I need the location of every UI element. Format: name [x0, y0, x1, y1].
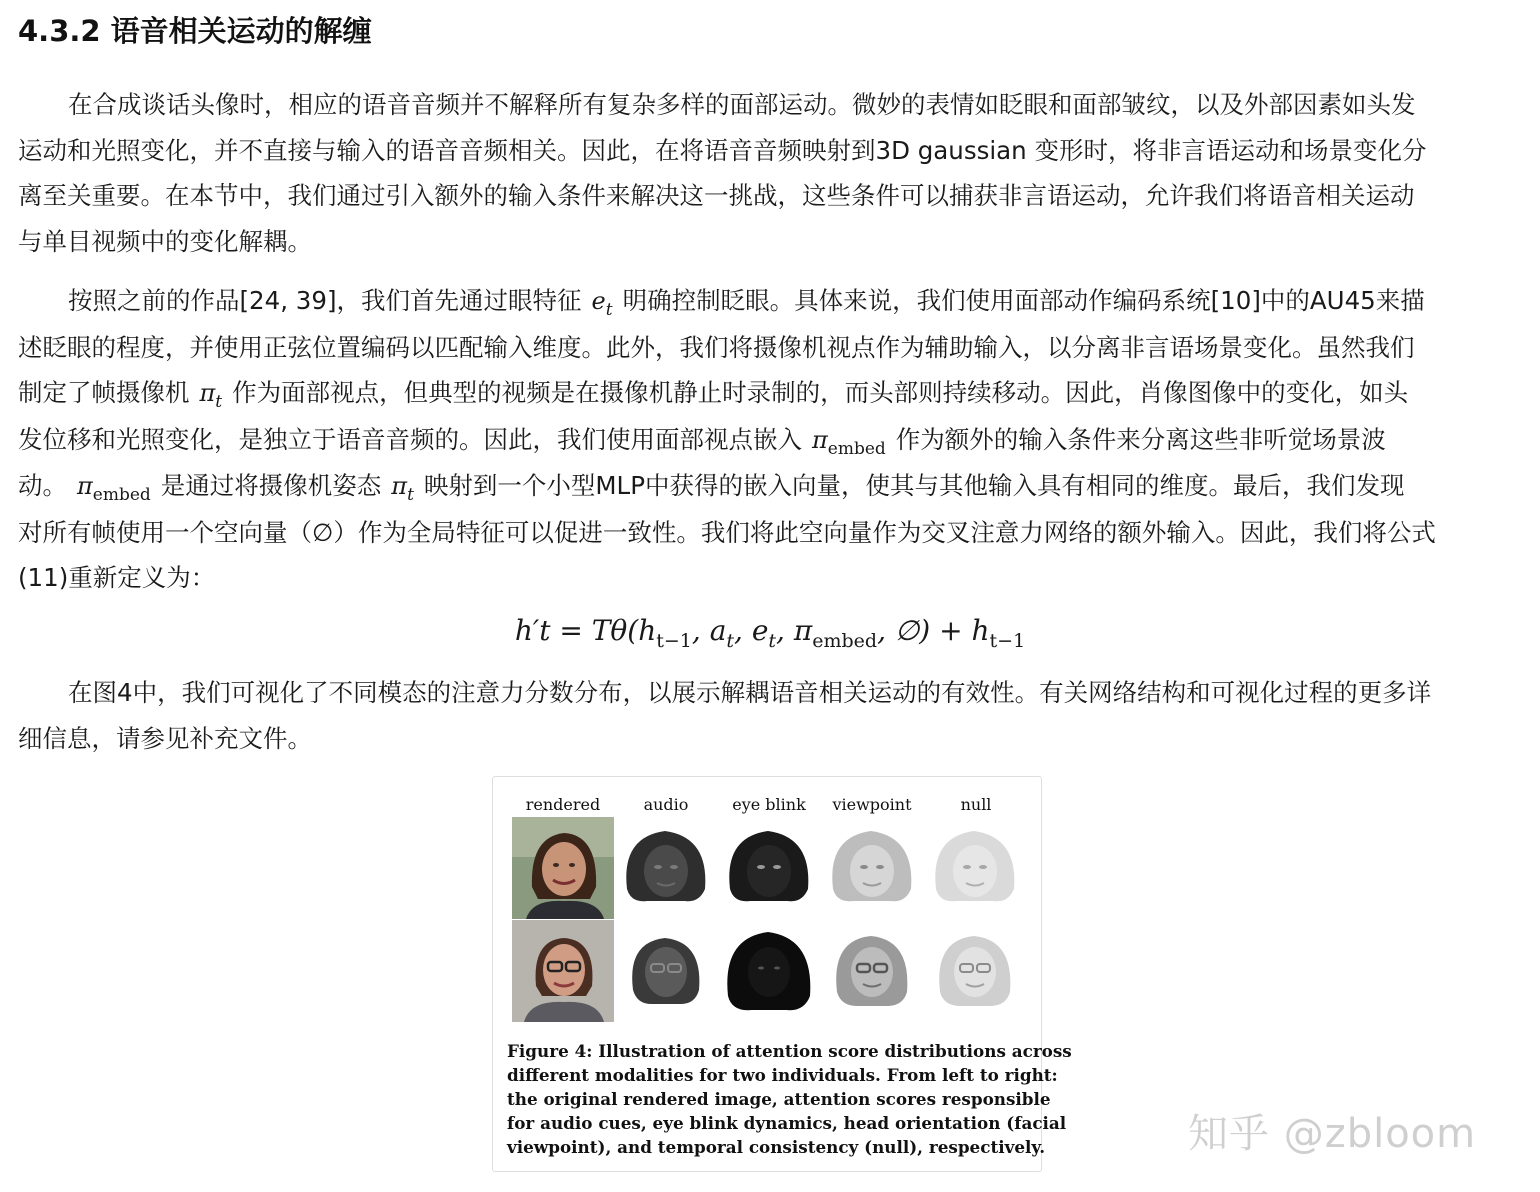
math-pi-t: $\pi_t$ — [391, 472, 414, 505]
null-attention-map-person-2 — [924, 920, 1026, 1022]
null-attention-map-person-1 — [924, 817, 1026, 919]
math-pi-t: $\pi_t$ — [199, 379, 223, 412]
paragraph-3-line: 在图4中，我们可视化了不同模态的注意力分数分布，以展示解耦语音相关运动的有效性。有关网络结构和可视化过程的更多详 — [68, 678, 1432, 707]
text: 明确控制眨眼。具体来说，我们使用面部动作编码系统[10]中的AU45来描 — [622, 286, 1425, 315]
paragraph-2-line — [18, 370, 1518, 417]
section-heading: 4.3.2 语音相关运动的解缠 — [18, 14, 372, 48]
paragraph-2-line: (11)重新定义为： — [18, 563, 216, 592]
audio-attention-map-person-1 — [615, 817, 717, 919]
text: 动。 — [18, 471, 67, 500]
math-e-t: $e_t$ — [591, 287, 613, 320]
audio-attention-map-person-2 — [615, 920, 717, 1022]
caption-line: different modalities for two individuals. From left to right: — [507, 1065, 1058, 1085]
text: 映射到一个小型MLP中获得的嵌入向量，使其与其他输入具有相同的维度。最后，我们发现 — [423, 471, 1405, 500]
paragraph-3 — [18, 670, 1518, 761]
math-pi-embed: $\pi_{embed}$ — [812, 425, 886, 459]
viewpoint-attention-map-person-2 — [821, 920, 923, 1022]
zhihu-watermark: 知乎 @zbloom — [1188, 1111, 1477, 1157]
text: 发位移和光照变化，是独立于语音音频的。因此，我们使用面部视点嵌入 — [18, 424, 802, 454]
caption-line: for audio cues, eye blink dynamics, head orientation (facial — [507, 1113, 1067, 1133]
column-label-viewpoint: viewpoint — [832, 795, 912, 814]
figure-caption — [507, 1039, 1072, 1159]
paragraph-1-line: 在合成谈话头像时，相应的语音音频并不解释所有复杂多样的面部运动。微妙的表情如眨眼和面部皱纹，以及外部因素如头发 — [68, 90, 1416, 119]
paragraph-1-line: 运动和光照变化，并不直接与输入的语音音频相关。因此，在将语音音频映射到3D gaussian 变形时，将非言语运动和场景变化分 — [18, 135, 1427, 165]
text: 是通过将摄像机姿态 — [160, 471, 382, 500]
caption-line: viewpoint), and temporal consistency (null), respectively. — [507, 1137, 1046, 1157]
paragraph-2-line — [18, 463, 1518, 510]
paragraph-1-line: 与单目视频中的变化解耦。 — [18, 226, 312, 256]
viewpoint-attention-map-person-1 — [821, 817, 923, 919]
rendered-image-person-2 — [512, 920, 614, 1022]
column-label-rendered: rendered — [525, 795, 601, 814]
text: 作为面部视点，但典型的视频是在摄像机静止时录制的，而头部则持续移动。因此，肖像图像中的变化，如头 — [232, 378, 1409, 407]
paragraph-2-line: 对所有帧使用一个空向量（∅）作为全局特征可以促进一致性。我们将此空向量作为交叉注意力网络的额外输入。因此，我们将公式 — [18, 517, 1436, 547]
paragraph-2-line — [18, 278, 1518, 325]
caption-line: Figure 4: Illustration of attention score distributions across — [507, 1041, 1072, 1061]
caption-line: the original rendered image, attention scores responsible — [507, 1089, 1051, 1109]
eye-blink-attention-map-person-2 — [718, 920, 820, 1022]
text: 作为额外的输入条件来分离这些非听觉场景波 — [895, 424, 1386, 454]
text: 按照之前的作品[24, 39]，我们首先通过眼特征 — [68, 286, 582, 315]
rendered-image-person-1 — [512, 817, 614, 919]
text: 制定了帧摄像机 — [18, 378, 190, 407]
paragraph-1 — [18, 82, 1518, 264]
column-label-audio: audio — [643, 795, 689, 814]
paragraph-3-line: 细信息，请参见补充文件。 — [18, 723, 312, 753]
eye-blink-attention-map-person-1 — [718, 817, 820, 919]
paragraph-2-line — [18, 417, 1518, 464]
column-label-null: null — [960, 795, 992, 814]
equation: $h't = T\theta(h_{t-1}$, $a_t$, $e_t$, $\pi_{embed}$, ∅) + $h_{t-1}$ — [514, 614, 1026, 652]
paragraph-2-line: 述眨眼的程度，并使用正弦位置编码以匹配输入维度。此外，我们将摄像机视点作为辅助输入，以分离非言语场景变化。虽然我们 — [18, 332, 1415, 362]
figure-4[interactable] — [492, 776, 1072, 1172]
math-pi-embed: $\pi_{embed}$ — [77, 472, 151, 505]
paragraph-1-line: 离至关重要。在本节中，我们通过引入额外的输入条件来解决这一挑战，这些条件可以捕获非言语运动，允许我们将语音相关运动 — [18, 181, 1415, 210]
paragraph-2 — [18, 278, 1518, 601]
column-label-eye-blink: eye blink — [732, 795, 806, 814]
